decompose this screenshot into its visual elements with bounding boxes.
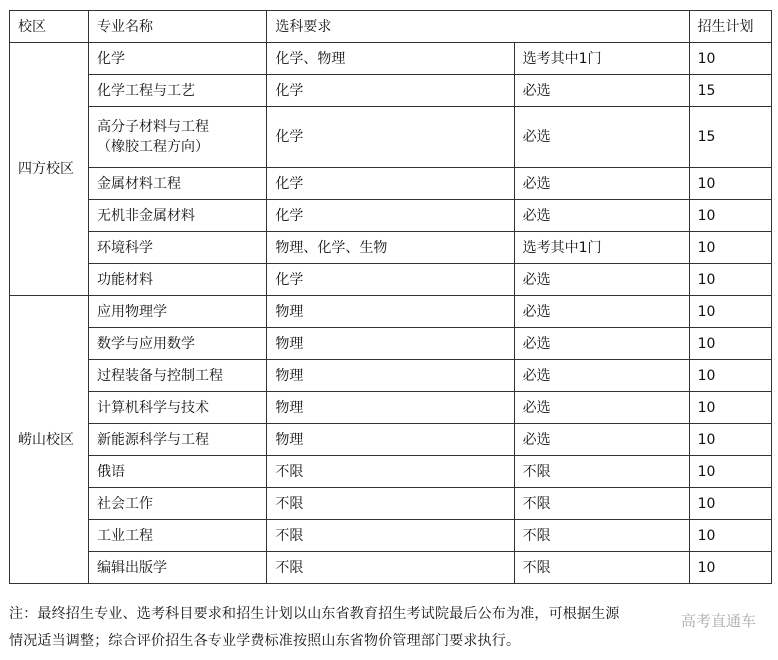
table-row — [10, 520, 772, 552]
plan-cell: 10 — [689, 296, 771, 328]
plan-cell: 10 — [689, 168, 771, 200]
requirement-cell: 必选 — [514, 75, 689, 107]
requirement-cell: 必选 — [514, 424, 689, 456]
table-row — [10, 392, 772, 424]
requirement-cell: 必选 — [514, 107, 689, 168]
table-row — [10, 232, 772, 264]
plan-cell: 15 — [689, 107, 771, 168]
header-row — [10, 11, 772, 43]
plan-cell: 10 — [689, 424, 771, 456]
table-row — [10, 488, 772, 520]
plan-cell: 10 — [689, 456, 771, 488]
major-cell: 功能材料 — [89, 264, 267, 296]
table-row — [10, 43, 772, 75]
plan-cell: 10 — [689, 392, 771, 424]
requirement-cell: 必选 — [514, 296, 689, 328]
major-cell: 化学 — [89, 43, 267, 75]
requirement-cell: 选考其中1门 — [514, 43, 689, 75]
footnote — [9, 601, 775, 655]
table-row — [10, 107, 772, 168]
footnote-line: 情况适当调整；综合评价招生各专业学费标准按照山东省物价管理部门要求执行。 — [9, 633, 521, 649]
major-cell: 编辑出版学 — [89, 552, 267, 584]
requirement-cell: 必选 — [514, 392, 689, 424]
requirement-cell: 不限 — [514, 520, 689, 552]
requirement-cell: 必选 — [514, 168, 689, 200]
plan-cell: 10 — [689, 232, 771, 264]
plan-cell: 10 — [689, 328, 771, 360]
campus-cell-sifang: 四方校区 — [10, 43, 89, 296]
subjects-cell: 化学 — [267, 107, 514, 168]
plan-cell: 10 — [689, 520, 771, 552]
plan-cell: 10 — [689, 552, 771, 584]
subjects-cell: 物理 — [267, 424, 514, 456]
subjects-cell: 化学 — [267, 75, 514, 107]
table-row — [10, 328, 772, 360]
table-row — [10, 200, 772, 232]
requirement-cell: 选考其中1门 — [514, 232, 689, 264]
plan-cell: 10 — [689, 360, 771, 392]
plan-cell: 10 — [689, 488, 771, 520]
requirement-cell: 不限 — [514, 456, 689, 488]
header-plan: 招生计划 — [689, 11, 771, 43]
table-row — [10, 424, 772, 456]
major-cell: 工业工程 — [89, 520, 267, 552]
subjects-cell: 化学 — [267, 168, 514, 200]
table-row — [10, 75, 772, 107]
major-cell: 无机非金属材料 — [89, 200, 267, 232]
major-cell: 金属材料工程 — [89, 168, 267, 200]
subjects-cell: 化学 — [267, 264, 514, 296]
major-cell: 化学工程与工艺 — [89, 75, 267, 107]
header-major: 专业名称 — [89, 11, 267, 43]
subjects-cell: 不限 — [267, 488, 514, 520]
table-row — [10, 456, 772, 488]
subjects-cell: 不限 — [267, 520, 514, 552]
subjects-cell: 物理 — [267, 328, 514, 360]
plan-cell: 15 — [689, 75, 771, 107]
requirement-cell: 不限 — [514, 552, 689, 584]
footnote-line: 注：最终招生专业、选考科目要求和招生计划以山东省教育招生考试院最后公布为准，可根据生源 — [9, 606, 620, 622]
major-cell: 新能源科学与工程 — [89, 424, 267, 456]
major-cell: 计算机科学与技术 — [89, 392, 267, 424]
subjects-cell: 不限 — [267, 456, 514, 488]
subjects-cell: 物理 — [267, 392, 514, 424]
table-row — [10, 168, 772, 200]
table-row — [10, 552, 772, 584]
subjects-cell: 物理 — [267, 360, 514, 392]
major-line-sub: （橡胶工程方向） — [97, 139, 210, 155]
major-cell — [89, 107, 267, 168]
subjects-cell: 化学、物理 — [267, 43, 514, 75]
plan-cell: 10 — [689, 43, 771, 75]
table-row — [10, 360, 772, 392]
subjects-cell: 不限 — [267, 552, 514, 584]
major-cell: 应用物理学 — [89, 296, 267, 328]
requirement-cell: 必选 — [514, 264, 689, 296]
requirement-cell: 必选 — [514, 328, 689, 360]
requirement-cell: 不限 — [514, 488, 689, 520]
table-row — [10, 264, 772, 296]
major-cell: 数学与应用数学 — [89, 328, 267, 360]
watermark: 高考直通车 — [680, 612, 756, 630]
major-cell: 社会工作 — [89, 488, 267, 520]
subjects-cell: 物理、化学、生物 — [267, 232, 514, 264]
header-requirement: 选科要求 — [267, 11, 689, 43]
campus-cell-laoshan: 崂山校区 — [10, 296, 89, 584]
major-cell: 俄语 — [89, 456, 267, 488]
subjects-cell: 化学 — [267, 200, 514, 232]
requirement-cell: 必选 — [514, 200, 689, 232]
subjects-cell: 物理 — [267, 296, 514, 328]
header-campus: 校区 — [10, 11, 89, 43]
major-cell: 过程装备与控制工程 — [89, 360, 267, 392]
requirement-cell: 必选 — [514, 360, 689, 392]
admission-table — [9, 10, 772, 584]
plan-cell: 10 — [689, 200, 771, 232]
major-cell: 环境科学 — [89, 232, 267, 264]
table-row — [10, 296, 772, 328]
plan-cell: 10 — [689, 264, 771, 296]
major-line: 高分子材料与工程 — [97, 119, 210, 135]
